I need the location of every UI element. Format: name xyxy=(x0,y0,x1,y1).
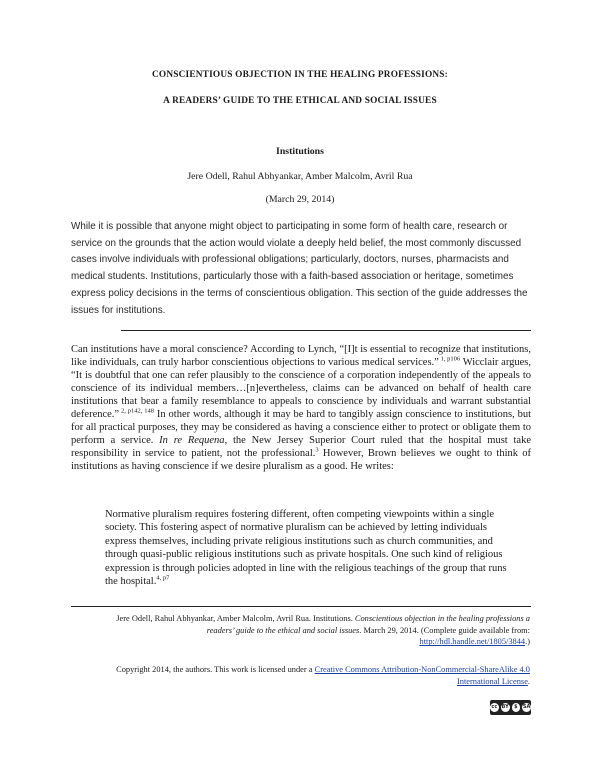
section-heading: Institutions xyxy=(276,146,324,157)
guide-title: Conscientious objection in the healing professions a readers’ guide to the ethical and social issues xyxy=(206,614,530,635)
cc-icon: cc xyxy=(491,704,498,710)
body-paragraph xyxy=(71,344,531,474)
publication-date: (March 29, 2014) xyxy=(265,194,335,205)
footer-divider xyxy=(71,606,531,607)
body-text: Can institutions have a moral conscience? According to Lynch, “[I]t is essential to recognize that institutions, like individuals, can truly harbor conscientious objections to various medical services.” xyxy=(71,344,531,368)
section-divider xyxy=(121,330,531,331)
block-quote xyxy=(105,508,515,588)
author-list: Jere Odell, Rahul Abhyankar, Amber Malcolm, Avril Rua xyxy=(187,171,413,182)
case-name: In re Requena xyxy=(159,434,225,446)
citation-note: Jere Odell, Rahul Abhyankar, Amber Malcolm, Avril Rua. Institutions. Conscientious objection in the healing professions a readers’ guide to the ethical and social issues. March 29, 2014. (Complete guide available from: http://hdl.handle.net/1805/3844.) xyxy=(116,614,530,647)
by-icon: BY xyxy=(501,704,509,710)
document-title-line2: A READERS’ GUIDE TO THE ETHICAL AND SOCIAL ISSUES xyxy=(163,96,437,106)
handle-link[interactable]: http://hdl.handle.net/1805/3844 xyxy=(419,637,526,647)
body-text: In other words, although it may be hard to tangibly assign conscience to institutions, but for all practical purposes, they may be considered as having a conscience either to protect or obligate them to perform a service. xyxy=(71,408,532,446)
quote-text: Normative pluralism requires fostering different, often competing viewpoints within a single society. This fostering aspect of normative pluralism can be achieved by letting individuals express themselves, including private religious institutions such as church communities, and through quasi-public religious institutions such as private hospitals. One such kind of religious expression is through policies adopted in line with the religious teachings of the group that runs the hospital. xyxy=(105,509,507,588)
reference-marker: 4, p7 xyxy=(156,574,170,582)
cc-by-nc-sa-badge-icon[interactable] xyxy=(490,700,531,715)
copyright-note: Copyright 2014, the authors. This work is licensed under a Creative Commons Attribution-NonCommercial-ShareAlike 4.0 International License. xyxy=(116,665,530,686)
abstract-paragraph: While it is possible that anyone might object to participating in some form of health care, research or service on the grounds that the action would violate a deeply held belief, the most commonly discussed cases involve individuals with professional obligations; particularly, doctors, nurses, pharmacists and medical students. Institutions, particularly those with a faith-based association or heritage, sometimes express policy decisions in the terms of conscientious obligation. This section of the guide addresses the issues for institutions. xyxy=(71,221,528,316)
body-text: , the New Jersey Superior Court ruled that the hospital must take responsibility in service to patient, not the professional. xyxy=(71,434,531,459)
document-title-line1: CONSCIENTIOUS OBJECTION IN THE HEALING PROFESSIONS: xyxy=(152,70,448,80)
reference-marker: 1, p106 xyxy=(438,355,461,363)
reference-marker: 2, p142, 148 xyxy=(119,407,155,415)
reference-marker: 3 xyxy=(315,446,319,454)
nc-icon: $ xyxy=(512,703,521,712)
sa-icon: SA xyxy=(522,704,531,710)
body-text: However, Brown believes we ought to think of institutions as having conscience if we desire pluralism as a good. He writes: xyxy=(71,447,531,472)
license-link[interactable]: Creative Commons Attribution-NonCommercial-ShareAlike 4.0 International License xyxy=(314,665,530,686)
body-text: Wicclair argues, “It is doubtful that one can refer plausibly to the conscience of a corporation independently of the appeals to conscience of its individual members…[n]evertheless, claims can be advanced on behalf of health care institutions that bear a family resemblance to appeals to conscience by individuals and warrant substantial deference.” xyxy=(71,356,531,420)
